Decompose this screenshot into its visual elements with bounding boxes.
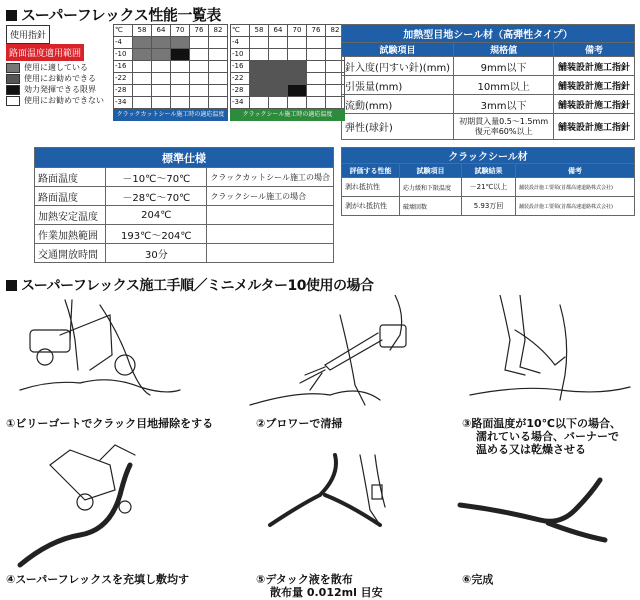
swatch-recommended xyxy=(6,74,20,84)
grid-header-cell: 58 xyxy=(133,25,152,37)
elastic-line-2: 復元率60%以上 xyxy=(474,126,533,136)
grid-cell xyxy=(152,97,171,109)
square-bullet-icon xyxy=(6,280,17,291)
table-cell: 針入度(円すい針)(mm) xyxy=(342,57,454,76)
table-cell: 舗装設計施工指針 xyxy=(554,76,635,95)
grid-cell xyxy=(307,97,326,109)
table-row xyxy=(342,178,635,197)
grid-cell xyxy=(307,49,326,61)
grid-cell xyxy=(269,97,288,109)
table-cell: 204℃ xyxy=(106,206,207,225)
grid-header-cell: 76 xyxy=(190,25,209,37)
heated-seal-title: 加熱型目地シール材（高弾性タイプ） xyxy=(342,25,635,43)
grid-row-label: -34 xyxy=(231,97,250,109)
usage-legend xyxy=(6,62,104,106)
heated-seal-table xyxy=(341,24,635,140)
temperature-range-badge: 路面温度適用範囲 xyxy=(6,44,84,61)
grid-cell xyxy=(250,85,269,97)
temperature-grid-right xyxy=(230,24,345,109)
square-bullet-icon xyxy=(6,10,17,21)
table-cell: 舗装設計施工要領(首都高速道路株式会社) xyxy=(516,178,635,197)
standard-title: 標準仕様 xyxy=(35,148,334,168)
table-row xyxy=(35,244,334,263)
grid-cell xyxy=(269,61,288,73)
table-row xyxy=(342,95,635,114)
grid-row-label: -4 xyxy=(231,37,250,49)
burner-illustration xyxy=(470,295,630,400)
step-4-caption: ④スーパーフレックスを充填し敷均す xyxy=(6,573,190,586)
table-cell: 5.93万回 xyxy=(462,197,516,216)
elastic-line-1: 初期貫入量0.5～1.5mm xyxy=(459,116,549,126)
grid-header-cell: 82 xyxy=(326,25,345,37)
grid-header-cell: 76 xyxy=(307,25,326,37)
grid-row-label: -16 xyxy=(114,61,133,73)
table-row xyxy=(35,206,334,225)
grid-cell xyxy=(152,73,171,85)
grid-row-label: -10 xyxy=(231,49,250,61)
grid-cell xyxy=(209,85,228,97)
complete-crack-illustration xyxy=(460,480,605,540)
grid-cell xyxy=(171,73,190,85)
grid-row-label: -22 xyxy=(114,73,133,85)
table-row xyxy=(342,57,635,76)
grid-cell xyxy=(209,73,228,85)
grid-caption-left: クラックカットシール施工時の適応温度 xyxy=(113,109,228,121)
grid-header-cell: 64 xyxy=(269,25,288,37)
grid-header-cell: 58 xyxy=(250,25,269,37)
grid-cell xyxy=(171,61,190,73)
table-cell: 引張量(mm) xyxy=(342,76,454,95)
grid-cell xyxy=(152,85,171,97)
table-header: 備考 xyxy=(516,164,635,178)
grid-cell xyxy=(250,49,269,61)
grid-cell xyxy=(307,37,326,49)
legend-item: 使用に適している xyxy=(6,62,104,73)
grid-cell xyxy=(171,49,190,61)
table-cell: 193℃～204℃ xyxy=(106,225,207,244)
legend-item: 使用にお勧めできない xyxy=(6,95,104,106)
swatch-limit xyxy=(6,85,20,95)
grid-cell xyxy=(250,37,269,49)
table-cell: 舗装設計施工指針 xyxy=(554,95,635,114)
table-cell xyxy=(454,114,554,140)
grid-header-cell: ℃ xyxy=(231,25,250,37)
table-cell: －21℃以上 xyxy=(462,178,516,197)
table-cell: 応力緩和下限温度 xyxy=(400,178,462,197)
grid-cell xyxy=(209,61,228,73)
table-cell: 剥れ抵抗性 xyxy=(342,178,400,197)
grid-cell xyxy=(190,73,209,85)
table-row xyxy=(35,225,334,244)
grid-row-label: -28 xyxy=(114,85,133,97)
grid-header-cell: 70 xyxy=(171,25,190,37)
section-title-performance: スーパーフレックス性能一覧表 xyxy=(6,4,221,25)
grid-cell xyxy=(133,97,152,109)
table-cell: 30分 xyxy=(106,244,207,263)
step-1-caption: ①ビリーゴートでクラック目地掃除をする xyxy=(6,417,214,430)
table-cell: －28℃～70℃ xyxy=(106,187,207,206)
table-header: 試験項目 xyxy=(342,43,454,57)
step-5-caption: ⑤デタック液を散布 散布量 0.012ml 目安 xyxy=(256,573,383,599)
table-cell: 剥がれ抵抗性 xyxy=(342,197,400,216)
table-cell: 弾性(球針) xyxy=(342,114,454,140)
grid-cell xyxy=(269,73,288,85)
grid-header-cell: 82 xyxy=(209,25,228,37)
table-cell: 流動(mm) xyxy=(342,95,454,114)
grid-cell xyxy=(171,97,190,109)
table-cell: 舗装設計施工指針 xyxy=(554,114,635,140)
crack-seal-title: クラックシール材 xyxy=(342,148,635,164)
grid-cell xyxy=(288,73,307,85)
grid-cell xyxy=(190,61,209,73)
grid-row-label: -22 xyxy=(231,73,250,85)
grid-cell xyxy=(269,85,288,97)
table-cell: クラックシール施工の場合 xyxy=(207,187,334,206)
blower-illustration xyxy=(250,295,406,405)
table-cell: 作業加熱範囲 xyxy=(35,225,106,244)
step-2-caption: ②ブロワーで清掃 xyxy=(256,417,343,430)
table-cell xyxy=(207,206,334,225)
grid-cell xyxy=(288,49,307,61)
grid-cell xyxy=(152,61,171,73)
billy-goat-machine-illustration xyxy=(20,300,180,395)
table-cell: 舗装設計施工要領(首都高速道路株式会社) xyxy=(516,197,635,216)
grid-cell xyxy=(209,97,228,109)
standard-spec-table xyxy=(34,147,334,263)
grid-cell xyxy=(190,97,209,109)
grid-crack-cut xyxy=(113,24,231,121)
table-cell xyxy=(207,244,334,263)
grid-cell xyxy=(209,37,228,49)
grid-cell xyxy=(307,61,326,73)
table-cell: 路面温度 xyxy=(35,168,106,187)
grid-cell xyxy=(190,49,209,61)
table-header: 規格値 xyxy=(454,43,554,57)
grid-cell xyxy=(209,49,228,61)
table-cell: 9mm以下 xyxy=(454,57,554,76)
step-6-caption: ⑥完成 xyxy=(462,573,494,586)
crack-seal-table xyxy=(341,147,635,216)
grid-row-label: -34 xyxy=(114,97,133,109)
grid-crack-seal xyxy=(230,24,348,121)
grid-cell xyxy=(190,85,209,97)
melter-illustration xyxy=(20,445,135,565)
grid-cell xyxy=(269,49,288,61)
grid-cell xyxy=(269,37,288,49)
grid-cell xyxy=(250,73,269,85)
legend-item: 使用にお勧めできる xyxy=(6,73,104,84)
table-row xyxy=(35,187,334,206)
table-cell: 加熱安定温度 xyxy=(35,206,106,225)
grid-cell xyxy=(133,49,152,61)
grid-cell xyxy=(288,37,307,49)
grid-cell xyxy=(250,97,269,109)
table-cell: 10mm以上 xyxy=(454,76,554,95)
usage-badge: 使用指針 xyxy=(6,25,50,44)
table-header: 試験結果 xyxy=(462,164,516,178)
grid-cell xyxy=(190,37,209,49)
grid-cell xyxy=(133,37,152,49)
table-cell: －10℃～70℃ xyxy=(106,168,207,187)
table-row xyxy=(342,114,635,140)
grid-header-cell: ℃ xyxy=(114,25,133,37)
grid-cell xyxy=(307,73,326,85)
grid-cell xyxy=(171,37,190,49)
detack-illustration xyxy=(270,455,385,525)
grid-cell xyxy=(288,97,307,109)
grid-cell xyxy=(288,61,307,73)
table-cell: 破壊回数 xyxy=(400,197,462,216)
grid-cell xyxy=(250,61,269,73)
grid-row-label: -4 xyxy=(114,37,133,49)
section-title-procedure: スーパーフレックス施工手順／ミニメルター10使用の場合 xyxy=(6,275,373,295)
table-cell: 3mm以下 xyxy=(454,95,554,114)
grid-cell xyxy=(288,85,307,97)
table-row xyxy=(342,76,635,95)
table-row xyxy=(35,168,334,187)
table-header: 評価する性能 xyxy=(342,164,400,178)
table-row xyxy=(342,197,635,216)
legend-item: 効力発揮できる限界 xyxy=(6,84,104,95)
grid-cell xyxy=(171,85,190,97)
table-header: 試験項目 xyxy=(400,164,462,178)
grid-cell xyxy=(133,73,152,85)
temperature-grid-left xyxy=(113,24,228,109)
step-3-caption: ③路面温度が10℃以下の場合、 濡れている場合、バーナーで 温める又は乾燥させる xyxy=(462,417,621,456)
grid-cell xyxy=(133,61,152,73)
grid-cell xyxy=(307,85,326,97)
table-cell: 交通開放時間 xyxy=(35,244,106,263)
table-header: 備考 xyxy=(554,43,635,57)
table-cell: クラックカットシール施工の場合 xyxy=(207,168,334,187)
grid-caption-right: クラックシール施工時の適応温度 xyxy=(230,109,345,121)
table-cell: 舗装設計施工指針 xyxy=(554,57,635,76)
grid-header-cell: 70 xyxy=(288,25,307,37)
table-cell xyxy=(207,225,334,244)
grid-row-label: -10 xyxy=(114,49,133,61)
grid-cell xyxy=(152,49,171,61)
grid-cell xyxy=(133,85,152,97)
grid-row-label: -16 xyxy=(231,61,250,73)
swatch-not-recommended xyxy=(6,96,20,106)
grid-header-cell: 64 xyxy=(152,25,171,37)
grid-row-label: -28 xyxy=(231,85,250,97)
swatch-suitable xyxy=(6,63,20,73)
grid-cell xyxy=(152,37,171,49)
table-cell: 路面温度 xyxy=(35,187,106,206)
